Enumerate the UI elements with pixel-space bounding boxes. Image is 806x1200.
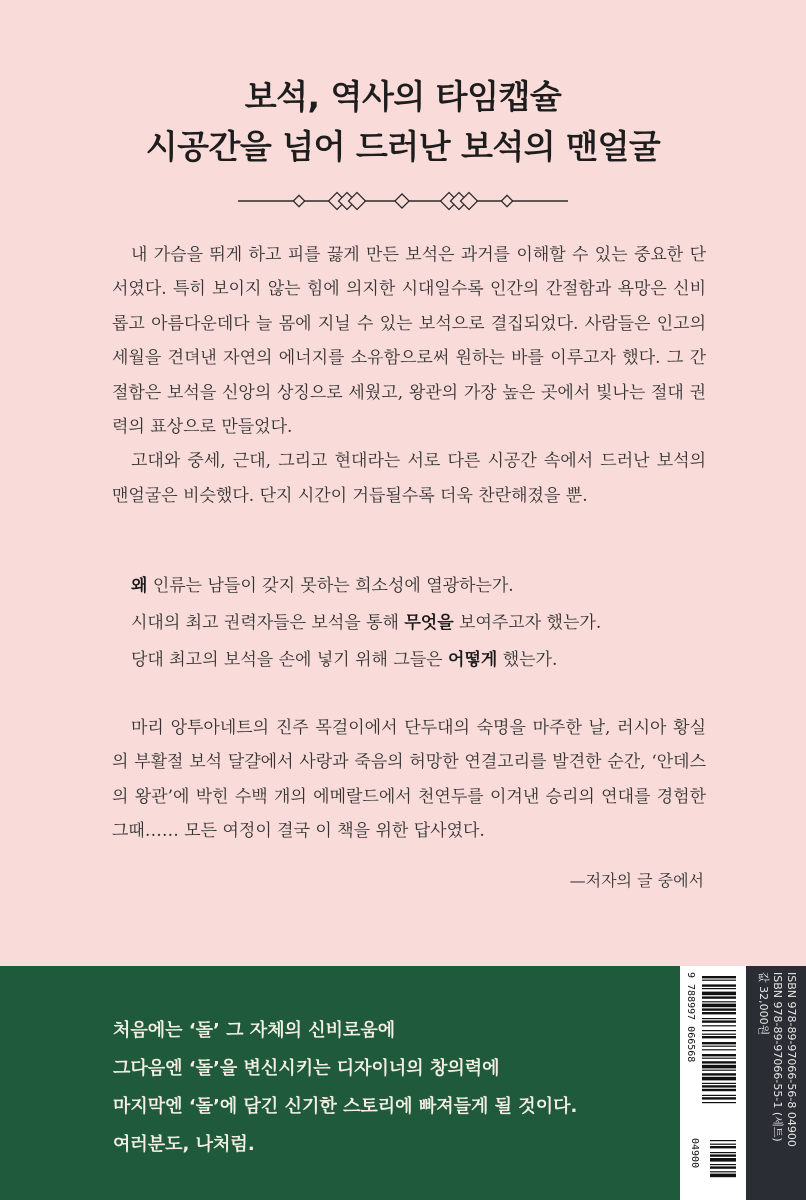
headline-line-2: 시공간을 넘어 드러난 보석의 맨얼굴 (145, 127, 661, 166)
question-3 (112, 642, 712, 679)
question-3-emphasis: 어떻게 (448, 650, 498, 670)
question-3-pre: 당대 최고의 보석을 손에 넣기 위해 그들은 (131, 650, 449, 670)
question-1-text: 인류는 남들이 갖지 못하는 희소성에 열광하는가. (147, 576, 514, 596)
question-2-post: 보여주고자 했는가. (453, 613, 602, 633)
question-1 (112, 568, 712, 605)
promo-text (113, 1012, 673, 1164)
question-2-emphasis: 무엇을 (404, 613, 454, 633)
intro-text (112, 238, 706, 513)
isbn-line-1: ISBN 978-89-97066-56-8 04900 (785, 972, 798, 1147)
question-1-emphasis: 왜 (131, 576, 148, 596)
barcode-digits: 9 788997 066568 (685, 972, 696, 1063)
price: 값 32,000원 (757, 972, 770, 1036)
closing-paragraph: 마리 앙투아네트의 진주 목걸이에서 단두대의 숙명을 마주한 날, 러시아 황실의 부활절 보석 달걀에서 사랑과 죽음의 허망한 연결고리를 발견한 순간, ‘안데스의 왕관’에 박힌 수백 개의 에메랄드에서 천연두를 이겨낸 승리의 연대를 경험한 그때…… 모든 여정이 결국 이 책을 위한 답사였다. (112, 718, 706, 842)
ornament-divider-icon (238, 188, 568, 214)
promo-line-3: 마지막엔 ‘돌’에 담긴 신기한 스토리에 빠져들게 될 것이다. (113, 1096, 578, 1117)
question-2-pre: 시대의 최고 권력자들은 보석을 통해 (131, 613, 405, 633)
question-3-post: 했는가. (497, 650, 558, 670)
isbn-line-2: ISBN 978-89-97066-55-1 (세트) (771, 972, 784, 1142)
barcode-box (680, 966, 746, 1200)
question-2 (112, 605, 712, 642)
promo-line-2: 그다음엔 ‘돌’을 변신시키는 디자이너의 창의력에 (113, 1058, 500, 1079)
attribution: —저자의 글 중에서 (569, 871, 704, 890)
barcode-addon-wrap (688, 1138, 700, 1198)
questions-block (112, 568, 712, 679)
headline-line-1: 보석, 역사의 타임캡슐 (244, 77, 562, 116)
closing-text (112, 711, 706, 849)
intro-paragraph-2: 고대와 중세, 근대, 그리고 현대라는 서로 다른 시공간 속에서 드러난 보석의 맨얼굴은 비슷했다. 단지 시간이 거듭될수록 더욱 찬란해졌을 뿐. (112, 451, 706, 506)
intro-paragraph-1: 내 가슴을 뛰게 하고 피를 끓게 만든 보석은 과거를 이해할 수 있는 중요한 단서였다. 특히 보이지 않는 힘에 의지한 시대일수록 인간의 간절함과 욕망은 신비롭고 아름다운데다 늘 몸에 지닐 수 있는 보석으로 결집되었다. 사람들은 인고의 세월을 견뎌낸 자연의 에너지를 소유함으로써 원하는 바를 이루고자 했다. 그 간절함은 보석을 신앙의 상징으로 세웠고, 왕관의 가장 높은 곳에서 빛나는 절대 권력의 표상으로 만들었다. (112, 245, 706, 438)
promo-line-1: 처음에는 ‘돌’ 그 자체의 신비로움에 (113, 1020, 396, 1041)
headline (0, 72, 806, 172)
promo-line-4: 여러분도, 나처럼. (113, 1134, 255, 1155)
isbn-info (754, 972, 798, 1194)
barcode-addon: 04900 (689, 1138, 700, 1169)
